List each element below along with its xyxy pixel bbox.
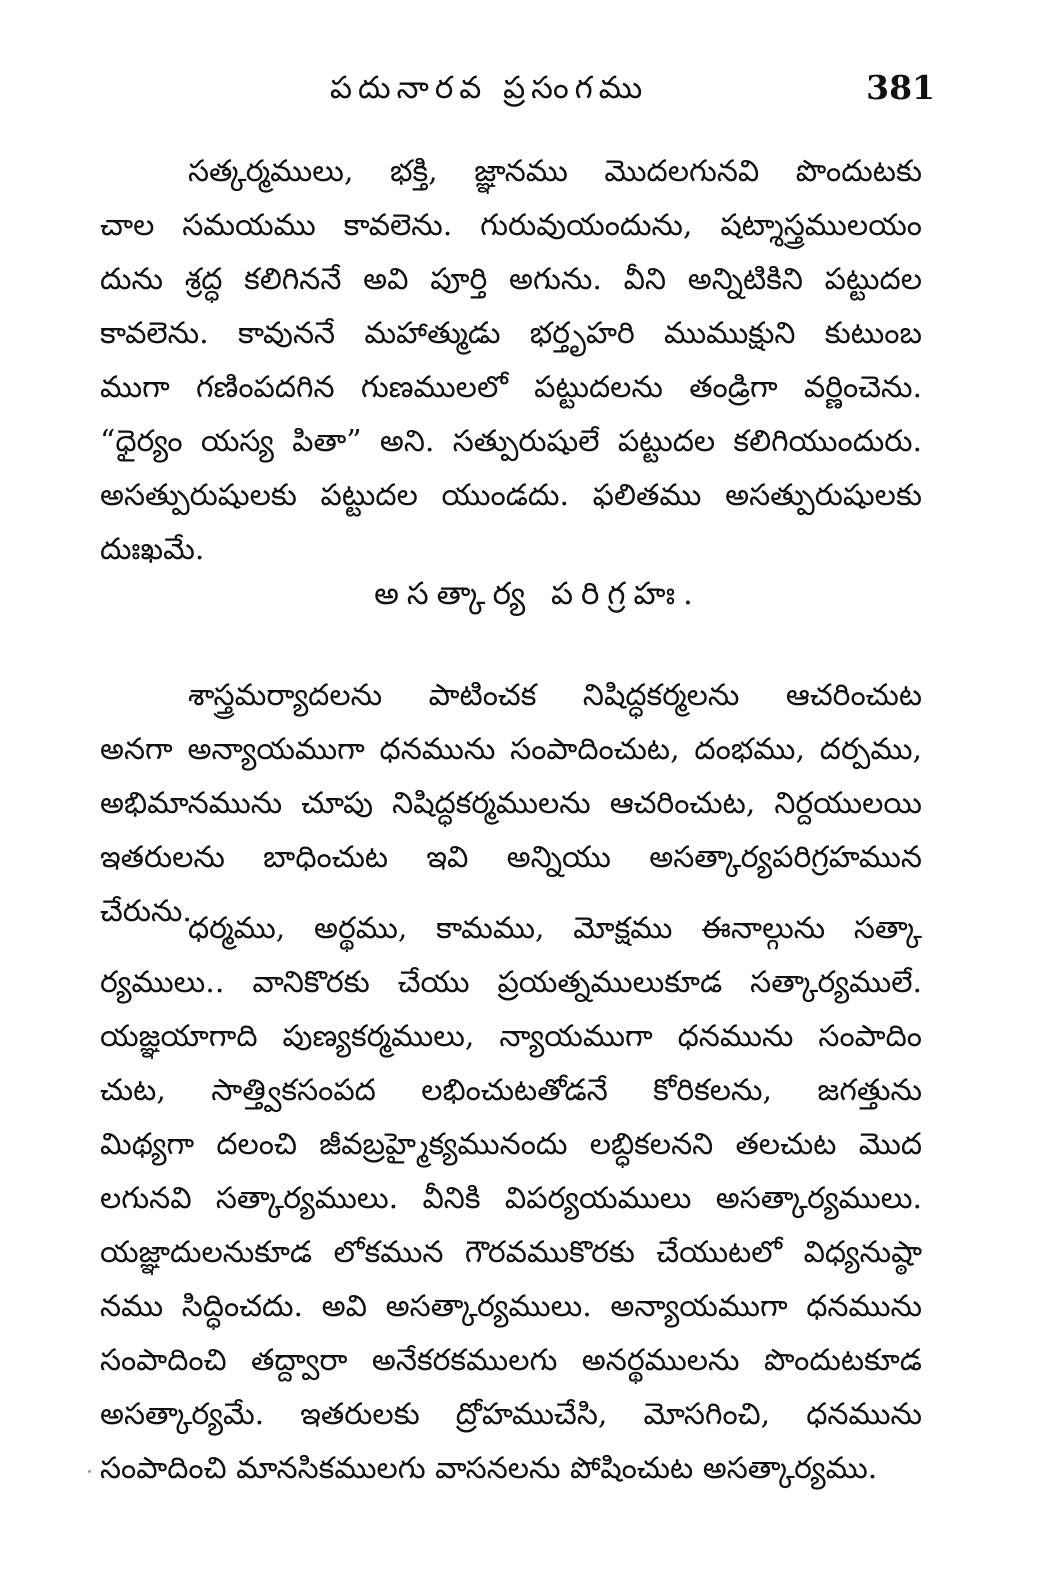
text-line: మిథ్యగా దలంచి జీవబ్రహ్మైక్యమునందు లబ్ధికలనని తలచుట మొద [100,1127,922,1162]
text-line: ధర్మము, అర్థము, కామము, మోక్షము ఈనాల్గును సత్కా [188,911,922,946]
text-line: యజ్ఞాదులనుకూడ లోకమున గౌరవముకొరకు చేయుటలో విధ్యనుష్ఠా [100,1235,922,1270]
text-line: అనగా అన్యాయముగా ధనమును సంపాదించుట, దంభము, దర్పము, [100,732,922,767]
text-line: ముగా గణింపదగిన గుణములలో పట్టుదలను తండ్రిగా వర్ణించెను. [100,370,922,405]
text-line: అసత్కార్యమే. ఇతరులకు ద్రోహముచేసి, మోసగించి, ధనమును [100,1397,922,1432]
text-line: ర్యములు.. వానికొరకు చేయు ప్రయత్నములుకూడ సత్కార్యములే. [100,965,922,1000]
text-line: కావలెను. కావుననే మహాత్ముడు భర్తృహరి ముముక్షుని కుటుంబ [100,316,922,351]
scan-speck [88,1470,91,1473]
text-line: యజ్ఞయాగాది పుణ్యకర్మములు, న్యాయముగా ధనమును సంపాదిం [100,1019,922,1054]
text-line: దుఃఖమే. [100,532,205,567]
text-line: చాల సమయము కావలెను. గురువుయందును, షట్శాస్త్రములయం [100,208,922,243]
text-line: సంపాదించి తద్ద్వారా అనేకరకములగు అనర్థములను పొందుటకూడ [100,1343,922,1378]
text-line: దును శ్రద్ధ కలిగిననే అవి పూర్తి అగును. వీని అన్నిటికిని పట్టుదల [100,262,922,297]
paragraph-1 [100,145,922,577]
text-line: చుట, సాత్త్వికసంపద లభించుటతోడనే కోరికలను, జగత్తును [100,1073,922,1108]
text-line: సంపాదించి మానసికములగు వాసనలను పోషించుట అసత్కార్యము. [100,1451,878,1486]
section-heading: అసత్కార్య పరిగ్రహః. [374,576,701,612]
text-line: అభిమానమును చూపు నిషిద్ధకర్మములను ఆచరించుట, నిర్దయులయి [100,786,922,821]
page-header [0,64,1055,114]
text-line: లగునవి సత్కార్యములు. వీనికి విపర్యయములు అసత్కార్యములు. [100,1181,922,1216]
page-number: 381 [866,68,935,107]
text-line: ఇతరులను బాధించుట ఇవి అన్నియు అసత్కార్యపరిగ్రహమున [100,840,922,875]
text-line: చేరును. [100,894,192,929]
paragraph-2 [100,669,922,939]
running-title: పదునారవ ప్రసంగము [330,70,649,106]
text-line: శాస్త్రమర్యాదలను పాటించక నిషిద్ధకర్మలను ఆచరించుట [188,678,922,713]
text-line: నము సిద్ధించదు. అవి అసత్కార్యములు. అన్యాయముగా ధనమును [100,1289,922,1324]
paragraph-3 [100,902,922,1496]
text-line: సత్కర్మములు, భక్తి, జ్ఞానము మొదలగునవి పొందుటకు [188,154,922,189]
text-line: అసత్పురుషులకు పట్టుదల యుండదు. ఫలితము అసత్పురుషులకు [100,478,922,513]
text-line: “ధైర్యం యస్య పితా” అని. సత్పురుషులే పట్టుదల కలిగియుందురు. [100,424,922,459]
